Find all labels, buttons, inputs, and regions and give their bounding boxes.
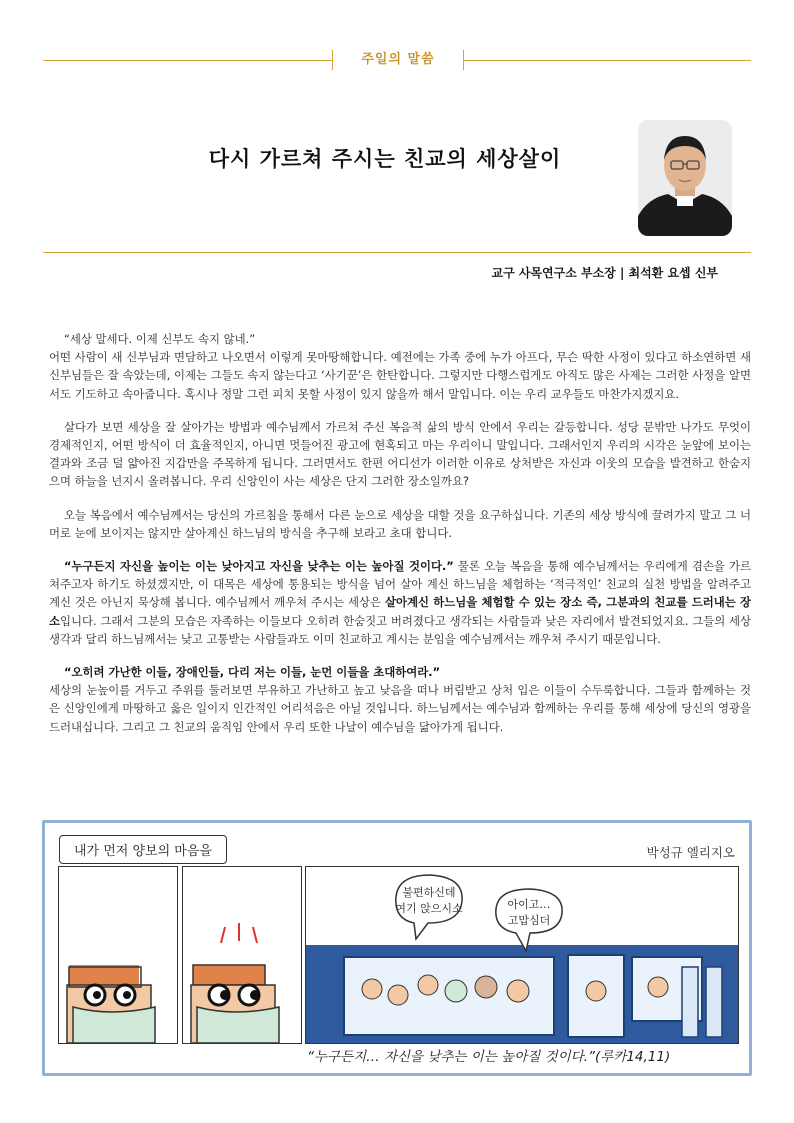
section-label: 주일의 말씀: [361, 52, 435, 67]
bus-scene-icon: [306, 867, 738, 1043]
scripture-quote-1: “누구든지 자신을 높이는 이는 낮아지고 자신을 낮추는 이는 높아질 것이다.”: [64, 559, 454, 574]
paragraph-3: [49, 506, 751, 542]
cartoon-caption: “누구든지… 자신을 낮추는 이는 높아질 것이다.”(루카14,11): [307, 1049, 671, 1065]
cartoon-strip: [42, 820, 752, 1076]
man-face-icon: [59, 867, 177, 1043]
header-divider: [43, 252, 751, 253]
header-rule-right: [463, 60, 751, 61]
article-title: 다시 가르쳐 주시는 친교의 세상살이: [208, 147, 562, 171]
scripture-quote-2: “오히려 가난한 이들, 장애인들, 다리 저는 이들, 눈먼 이들을 초대하여라.”: [64, 665, 441, 680]
opening-quote: “세상 말세다. 이제 신부도 속지 않네.”: [64, 332, 256, 346]
paragraph-5: [49, 663, 751, 736]
paragraph-1-text: 어떤 사람이 새 신부님과 면담하고 나오면서 이렇게 못마땅해합니다. 예전에는 가족 중에 누가 아프다, 무슨 딱한 사정이 있다고 하소연하면 새 신부님들은 잘 속았는데, 이제는 그들도 속지 않는다고 ‘사기꾼’은 한탄합니다. 그렇지만 다행스럽게도 아직도 많은 사제는 그러한 사정을 알면서도 기도하고 속아줍니다. 혹시나 정말 그런 피치 못할 사정이 있지 않을까 해서 말입니다. 이는 우리 교우들도 마찬가지겠지요.: [49, 350, 751, 401]
paragraph-4: [49, 557, 751, 648]
paragraph-1: [49, 330, 751, 403]
paragraph-4-emphasis: 살아계신 하느님을 체험할 수 있는 장소 즉, 그분과의 친교를 드러내는 장소: [49, 595, 751, 628]
surprised-man-icon: [183, 867, 301, 1043]
speech-bubble-1-line-2: 여기 앉으시소: [395, 902, 463, 915]
cartoon-panel-2: [182, 866, 302, 1044]
cartoon-title: 내가 먼저 양보의 마음을: [59, 835, 227, 864]
speech-bubble-1-line-1: 불편하신데: [402, 886, 456, 899]
cartoon-author: 박성규 엘리지오: [646, 845, 735, 860]
paragraph-3-text: 오늘 복음에서 예수님께서는 당신의 가르침을 통해서 다른 눈으로 세상을 대할 것을 요구하십니다. 기존의 세상 방식에 끌려가지 말고 그 너머로 눈에 보이지는 않지만 살아계신 하느님의 방식을 추구해 보라고 초대 합니다.: [49, 507, 751, 540]
paragraph-5-text: 세상의 눈높이를 거두고 주위를 둘러보면 부유하고 가난하고 높고 낮음을 떠나 버림받고 상처 입은 이들이 수두룩합니다. 그들과 함께하는 것은 신앙인에게 마땅하고 옳은 일이지 인간적인 어리석음은 아닐 것입니다. 하느님께서는 예수님과 함께하는 우리를 통해 세상에 당신의 영광을 드러내십니다. 그리고 그 친교의 움직임 안에서 우리 또한 나날이 예수님을 닮아가게 됩니다.: [49, 683, 751, 734]
paragraph-2-text: 살다가 보면 세상을 잘 살아가는 방법과 예수님께서 가르쳐 주신 복음적 삶의 방식 안에서 우리는 갈등합니다. 성당 문밖만 나가도 무엇이 경제적인지, 어떤 방식이 더 효율적인지, 아니면 멋들어진 광고에 현혹되고 마는 우리이니 말입니다. 그래서인지 우리의 시각은 눈앞에 보이는 결과와 조금 덜 얇아진 지갑만을 주목하게 됩니다. 그러면서도 한편 어디선가 이러한 이유로 상처받은 자신과 이웃의 모습을 발견하고 한숨지으며 하늘을 넌지시 올려봅니다. 우리 신앙인이 사는 세상은 단지 그러한 장소일까요?: [49, 419, 751, 489]
priest-portrait-image: [638, 120, 732, 236]
cartoon-panel-3: [305, 866, 739, 1044]
speech-bubble-2-line-1: 아이고…: [507, 898, 551, 911]
speech-bubble-2-line-2: 고맙심더: [507, 914, 551, 927]
author-byline: 교구 사목연구소 부소장 | 최석환 요셉 신부: [491, 266, 718, 280]
article-body: [49, 330, 751, 751]
paragraph-2: [49, 418, 751, 491]
cartoon-panel-1: [58, 866, 178, 1044]
paragraph-4-text-b: 입니다. 그래서 그분의 모습은 자족하는 이들보다 오히려 한숨짓고 버려졌다고 생각되는 사람들과 낮은 자리에서 발견되었지요. 그들의 세상 생각과 달리 하느님께서는 낮고 고통받는 사람들과도 이미 친교하고 계시는 분임을 예수님께서는 깨우쳐 주시기 때문입니다.: [49, 613, 751, 646]
paragraph-4-text-a: 물론 오늘 복음을 통해 예수님께서는 우리에게 겸손을 가르쳐주고자 하기도 하셨겠지만, 이 대목은 세상에 통용되는 방식을 넘어 살아 계신 하느님을 체험하는 ‘적극적인’ 친교의 실천 방법을 알려주고 계신 것은 아닌지 묵상해 봅니다. 예수님께서 깨우쳐 주시는 세상은: [49, 559, 751, 610]
author-portrait: [638, 120, 732, 236]
header-rule-left: [43, 60, 332, 61]
